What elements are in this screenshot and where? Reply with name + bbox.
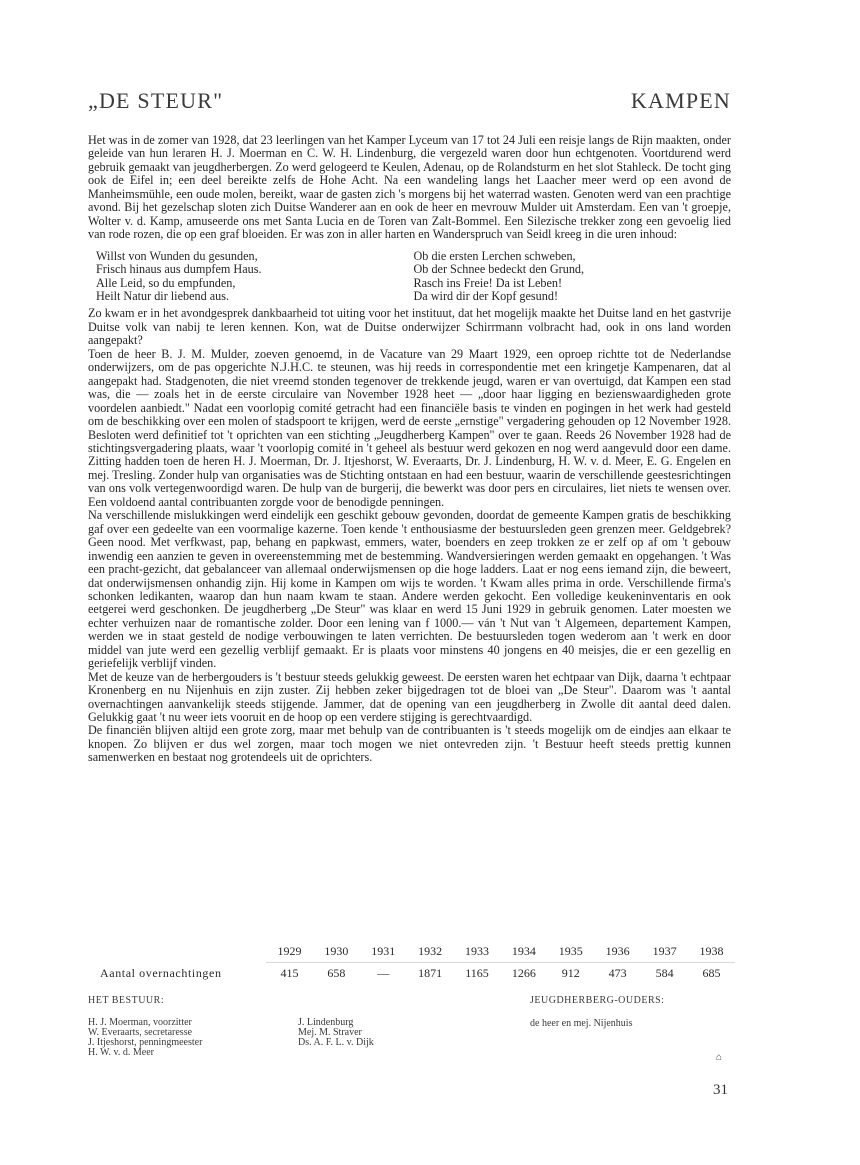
article-body — [88, 134, 731, 765]
board-member: H. J. Moerman, voorzitter — [88, 1017, 192, 1028]
hostel-parents-title: JEUGDHERBERG-OUDERS: — [530, 995, 665, 1006]
year-cell: 1931 — [371, 943, 396, 958]
year-cell: 1938 — [699, 943, 724, 958]
poem-line: Heilt Natur dir liebend aus. — [96, 288, 230, 303]
board-members — [88, 1018, 498, 1058]
year-cell: 1937 — [652, 943, 677, 958]
year-cell: 1935 — [558, 943, 583, 958]
paragraph: Na verschillende mislukkingen werd eindelijk een geschikt gebouw gevonden, doordat de gemeente Kampen gratis de beschikking gaf over een gedeelte van een voormalige kazerne. Toen kende 't enthousiasme der bestuursleden geen grenzen meer. Geldgebrek? Geen nood. Met verfkwast, pap, behang en papkwast, emmers, water, boenders en zeep trokken ze er zelf op af om 't gebouw inwendig een aanzien te geven in overeenstemming met de bestemming. Wandversieringen werden gemaakt en opgehangen. 't Was een pracht-gezicht, dat gebalanceer van allemaal onderwijsmensen op die hoge ladders. Laat er nog eens iemand zijn, die beweert, dat onderwijsmensen onhandig zijn. Hij kome in Kampen om wijs te worden. 't Kwam alles prima in orde. Verschillende firma's schonken ledikanten, waarop dan hun naam kwam te staan. Andere werden gekocht. Een volledige keukeninventaris en ook eetgerei werd geschonken. De jeugdherberg „De Steur" was klaar en werd 15 Juni 1929 in gebruik genomen. Later moesten we echter verhuizen naar de romantische zolder. Door een lening van f 1000.— ván 't Nut van 't Algemeen, departement Kampen, werden we in staat gesteld de nodige verbouwingen te laten verrichten. De bestuursleden togen wederom aan 't werk en door middel van jute werd een gezellig verblijf gemaakt. Er is plaats voor minstens 40 jongens en 40 meisjes, die er een gezellig en geriefelijk verblijf vinden. — [88, 508, 731, 671]
year-cell: 1930 — [324, 943, 349, 958]
table-row — [100, 962, 735, 984]
poem-line: Alle Leid, so du empfunden, — [96, 275, 236, 290]
board-member: Mej. M. Straver — [298, 1027, 362, 1038]
paragraph: Met de keuze van de herbergouders is 't bestuur steeds gelukkig geweest. De eersten waren het echtpaar van Dijk, daarna 't echtpaar Kronenberg en nu Nijenhuis en zijn zuster. Zij hebben zeker bijgedragen tot de bloei van „De Steur". Daarom was 't aantal overnachtingen aanvankelijk steeds stijgende. Jammer, dat de opening van een jeugdherberg in Zwolle dit aantal deed dalen. Gelukkig gaat 't nu weer iets vooruit en de hoop op een verdere stijging is gerechtvaardigd. — [88, 669, 731, 725]
paragraph: Zo kwam er in het avondgesprek dankbaarheid tot uiting voor het instituut, dat het mogelijk maakte het Duitse land en het gastvrije Duitse volk van nabij te leren kennen. Kon, wat de Duitse onderwijzer Schirrmann volbracht had, ook in ons land worden aangepakt? — [88, 306, 731, 348]
year-cell: 1933 — [465, 943, 489, 958]
value-cell: 415 — [280, 965, 299, 980]
year-cell: 1934 — [511, 943, 536, 958]
year-cell: 1929 — [277, 943, 302, 958]
table-header-row — [100, 940, 735, 962]
board-column-2 — [298, 1018, 498, 1058]
value-cell: — — [377, 965, 390, 980]
value-cell: 473 — [608, 965, 627, 980]
poem-right-column — [414, 250, 732, 304]
poem-line: Willst von Wunden du gesunden, — [96, 248, 258, 263]
value-cell: 1266 — [511, 965, 536, 980]
hostel-title: „DE STEUR" — [88, 88, 224, 113]
board-member: J. Lindenburg — [298, 1017, 354, 1028]
hostel-parents-section — [530, 995, 664, 1029]
poem — [96, 250, 731, 304]
value-cell: 1165 — [465, 965, 489, 980]
paragraph-intro: Het was in de zomer van 1928, dat 23 leerlingen van het Kamper Lyceum van 17 tot 24 Juli een reisje langs de Rijn maakten, onder geleide van hun leraren H. J. Moerman en C. W. H. Lindenburg, die vergezeld waren door hun echtgenoten. Voortdurend werd gebruik gemaakt van jeugdherbergen. Zo werd gelogeerd te Keulen, Adenau, op de Rolandsturm en het slot Stahleck. De tocht ging ook de Eifel in; een deel bereikte zelfs de Hohe Acht. Na een wandeling langs het Laacher meer werd op een avond de Manheimsmühle, een oude molen, bereikt, waar de gasten zich 's morgens bij het waterrad wasten. Genoten werd van een prachtige avond. Bij het gezelschap sloten zich Duitse Wanderer aan en ook de heer en mevrouw Mulder uit Amsterdam. Een van 't groepje, Wolter v. d. Kamp, amuseerde ons met Santa Lucia en de Toren van Zalt-Bommel. Een Silezische trekker zong een gevoelig lied van rode rozen, die op een graf bloeiden. Er was zon in aller harten en Wanderspruch van Seidl kreeg in die uren inhoud: — [88, 133, 731, 242]
board-title: HET BESTUUR: — [88, 995, 165, 1006]
poem-line: Frisch hinaus aus dumpfem Haus. — [96, 262, 262, 277]
value-cell: 912 — [561, 965, 580, 980]
poem-line: Ob die ersten Lerchen schweben, — [413, 248, 576, 263]
page-header — [88, 88, 731, 118]
poem-left-column — [96, 250, 414, 304]
year-cell: 1936 — [605, 943, 630, 958]
board-member: H. W. v. d. Meer — [88, 1047, 155, 1058]
value-cell: 1871 — [418, 965, 443, 980]
poem-line: Da wird dir der Kopf gesund! — [413, 288, 559, 303]
table-divider — [266, 962, 735, 963]
board-section — [88, 995, 498, 1058]
board-member: Ds. A. F. L. v. Dijk — [298, 1037, 374, 1048]
value-cell: 584 — [655, 965, 674, 980]
board-member: W. Everaarts, secretaresse — [88, 1027, 193, 1038]
poem-line: Ob der Schnee bedeckt den Grund, — [413, 262, 585, 277]
overnight-stays-table — [100, 940, 735, 984]
paragraph: De financiën blijven altijd een grote zorg, maar met behulp van de contribuanten is 't steeds mogelijk om de eindjes aan elkaar te knopen. Zo blijven er dus wel zorgen, maar toch mogen we niet ontevreden zijn. 't Bestuur heeft steeds prettig kunnen samenwerken en bestaat nog grotendeels uit de oprichters. — [88, 723, 731, 765]
board-member: J. Itjeshorst, penningmeester — [88, 1037, 203, 1048]
hostel-logo-icon: ⌂ — [716, 1052, 723, 1063]
poem-line: Rasch ins Freie! Da ist Leben! — [413, 275, 563, 290]
value-cell: 685 — [702, 965, 721, 980]
row-label: Aantal overnachtingen — [100, 965, 222, 980]
board-column-1 — [88, 1018, 298, 1058]
year-cell: 1932 — [418, 943, 443, 958]
page-number: 31 — [713, 1082, 728, 1098]
value-cell: 658 — [327, 965, 346, 980]
location-title: KAMPEN — [630, 88, 731, 113]
hostel-parents-names: de heer en mej. Nijenhuis — [530, 1018, 633, 1029]
paragraph: Toen de heer B. J. M. Mulder, zoeven genoemd, in de Vacature van 29 Maart 1929, een oproep richtte tot de Nederlandse onderwijzers, om de pas opgerichte N.J.H.C. te steunen, was hij reeds in correspondentie met een kringetje Kampenaren, dat al aangepakt had. Stadgenoten, die niet vreemd stonden tegenover de trekkende jeugd, waren er van overtuigd, dat Kampen een stad was, die — zoals het in de eerste circulaire van November 1928 heet — „door haar ligging en bezienswaardigheden grote voordelen aanbiedt." Nadat een voorlopig comité getracht had een financiële basis te vinden en pogingen in het werk had gesteld om de beschikking over een molen of stadspoort te krijgen, werd de eerste „ernstige" vergadering gehouden op 12 November 1928. Besloten werd definitief tot 't oprichten van een stichting „Jeugdherberg Kampen" over te gaan. Reeds 26 November 1928 had de stichtingsvergadering plaats, waar 't voorlopig comité in 't geheel als bestuur werd gekozen en nog werd aangevuld door een dame. Zitting hadden toen de heren H. J. Moerman, Dr. J. Itjeshorst, W. Everaarts, Dr. J. Lindenburg, H. W. v. d. Meer, E. G. Engelen en mej. Tresling. Zonder hulp van organisaties was de Stichting ontstaan en had een bestuur, waarin de verschillende geestesrichtingen van ons volk vertegenwoordigd waren. De hulp van de burgerij, die bewerkt was door pers en circulaires, liet niets te wensen over. Een voldoend aantal contribuanten zorgde voor de benodigde penningen. — [88, 346, 731, 509]
